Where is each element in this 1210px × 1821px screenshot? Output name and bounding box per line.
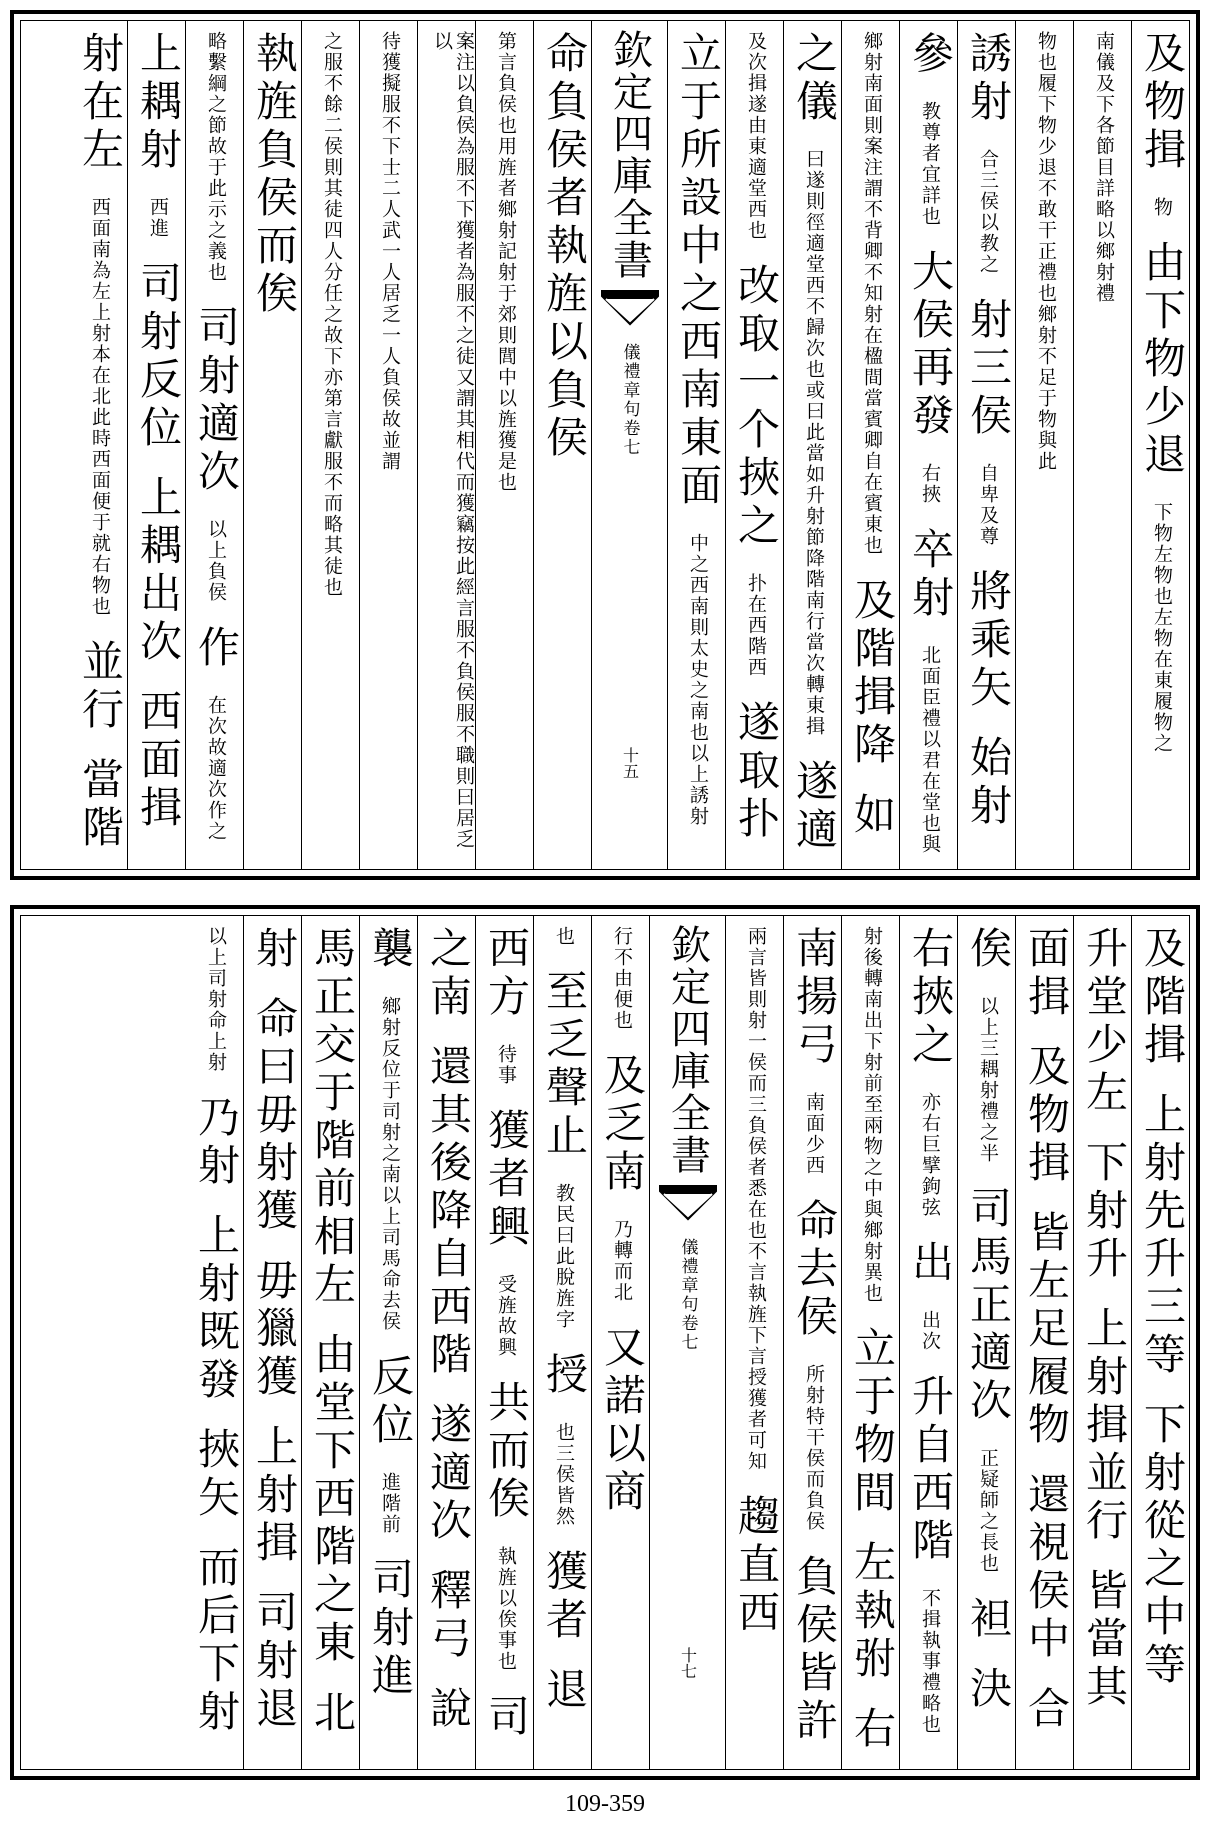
commentary-text: 以上司射命上射 bbox=[205, 926, 227, 1073]
text-column bbox=[533, 21, 591, 869]
text-column bbox=[417, 21, 475, 869]
main-text: 命曰毋射獲 bbox=[250, 996, 299, 1236]
volume-label: 卷七 bbox=[619, 419, 640, 457]
commentary-text: 及次揖遂由東適堂西也 bbox=[745, 31, 767, 241]
text-column bbox=[1131, 916, 1189, 1769]
main-text: 西方 bbox=[482, 926, 531, 1022]
main-text: 上射既發 bbox=[192, 1213, 241, 1405]
folio-number: 十七 bbox=[678, 1647, 698, 1679]
main-text: 立于所設中之西南東面 bbox=[674, 31, 723, 511]
main-text: 決 bbox=[964, 1666, 1013, 1714]
commentary-text: 鄉射反位于司射之南以上司馬命去侯 bbox=[379, 996, 401, 1332]
main-text: 參 bbox=[906, 31, 955, 79]
main-text: 如 bbox=[848, 792, 897, 840]
main-text: 右 bbox=[848, 1706, 897, 1754]
main-text: 上射先升三等 bbox=[1138, 1092, 1187, 1380]
library-title: 欽定四庫全書 bbox=[664, 924, 711, 1176]
text-column bbox=[1015, 916, 1073, 1769]
folio-number: 十五 bbox=[620, 747, 640, 779]
main-text: 及階揖 bbox=[1138, 926, 1187, 1070]
main-text: 及物揖 bbox=[1022, 1044, 1071, 1188]
main-text: 遂適次 bbox=[424, 1402, 473, 1546]
text-column bbox=[725, 21, 783, 869]
main-text: 始射 bbox=[964, 735, 1013, 831]
chapter-heading bbox=[603, 343, 657, 457]
commentary-text: 右挾 bbox=[919, 463, 941, 505]
commentary-text: 中之西南則太史之南也以上誘射 bbox=[687, 533, 709, 827]
main-text: 授 bbox=[540, 1352, 589, 1400]
chapter-title: 儀禮章句 bbox=[619, 343, 640, 419]
commentary-text: 受旌故興 bbox=[495, 1274, 517, 1358]
main-text: 改取一个挾之 bbox=[732, 263, 781, 551]
chapter-heading bbox=[661, 1238, 715, 1352]
commentary-text: 自卑及尊 bbox=[977, 463, 999, 547]
text-column bbox=[783, 916, 841, 1769]
commentary-text: 待事 bbox=[495, 1044, 517, 1086]
main-text: 負侯皆許 bbox=[790, 1554, 839, 1746]
main-text: 立于物間 bbox=[848, 1326, 897, 1518]
commentary-text: 出次 bbox=[919, 1310, 941, 1352]
text-column bbox=[359, 21, 417, 869]
main-text: 射在左 bbox=[76, 31, 125, 175]
main-text: 將乘矢 bbox=[964, 569, 1013, 713]
commentary-text: 進階前 bbox=[379, 1472, 401, 1535]
commentary-text: 案注以負侯為服不下獲者為服不之徒又謂其相代而獲竊按此經言服不負侯服不職則曰居乏以 bbox=[431, 31, 475, 850]
commentary-text: 以上三耦射禮之半 bbox=[977, 996, 999, 1164]
text-column bbox=[243, 916, 301, 1769]
main-text: 升自西階 bbox=[906, 1374, 955, 1566]
main-text: 面揖 bbox=[1022, 926, 1071, 1022]
commentary-text: 曰遂則徑適堂西不歸次也或曰此當如升射節降階南行當次轉東揖 bbox=[803, 149, 825, 737]
main-text: 左執弣 bbox=[848, 1540, 897, 1684]
main-text: 下射從之中等 bbox=[1138, 1402, 1187, 1690]
commentary-text: 略繫綱之節故于此示之義也 bbox=[205, 31, 227, 283]
main-text: 執旌負侯而俟 bbox=[250, 31, 299, 319]
commentary-text: 亦右巨擘鉤弦 bbox=[919, 1092, 941, 1218]
text-column bbox=[243, 21, 301, 869]
main-text: 當階 bbox=[76, 757, 125, 853]
main-text: 射 bbox=[250, 926, 299, 974]
main-text: 西面揖 bbox=[134, 689, 183, 833]
main-text: 並行 bbox=[76, 639, 125, 735]
commentary-text: 射後轉南出下射前至兩物之中與鄉射異也 bbox=[861, 926, 883, 1304]
text-column bbox=[957, 916, 1015, 1769]
bottom-page bbox=[10, 905, 1200, 1780]
text-column bbox=[1073, 21, 1131, 869]
bottom-page-columns bbox=[21, 916, 1189, 1769]
commentary-text: 物 bbox=[1151, 197, 1173, 218]
main-text: 遂取扑 bbox=[732, 700, 781, 844]
main-text: 襲 bbox=[366, 926, 415, 974]
text-column bbox=[957, 21, 1015, 869]
commentary-text: 以上負侯 bbox=[205, 519, 227, 603]
main-text: 至乏聲止 bbox=[540, 969, 589, 1161]
text-column bbox=[417, 916, 475, 1769]
commentary-text: 北面臣禮以君在堂也與 bbox=[919, 645, 941, 855]
text-column bbox=[841, 21, 899, 869]
fish-tail-ornament-icon bbox=[658, 1184, 718, 1224]
main-text: 命去侯 bbox=[790, 1198, 839, 1342]
main-text: 共而俟 bbox=[482, 1380, 531, 1524]
text-column bbox=[69, 21, 127, 869]
main-text: 出 bbox=[906, 1240, 955, 1288]
commentary-text: 扑在西階西 bbox=[745, 573, 767, 678]
fish-tail-ornament-icon bbox=[600, 289, 660, 329]
commentary-text: 西進 bbox=[147, 197, 169, 239]
library-title: 欽定四庫全書 bbox=[606, 29, 653, 281]
commentary-text: 西面南為左上射本在北此時西面便于就右物也 bbox=[89, 197, 111, 617]
main-text: 司 bbox=[482, 1694, 531, 1742]
main-text: 及物揖 bbox=[1138, 31, 1187, 175]
main-text: 獲者 bbox=[540, 1549, 589, 1645]
commentary-text: 兩言皆則射一侯而三負侯者悉在也不言執旌下言授獲者可知 bbox=[745, 926, 767, 1472]
page-number: 109-359 bbox=[565, 1791, 645, 1817]
text-column bbox=[841, 916, 899, 1769]
commentary-text: 不揖執事禮略也 bbox=[919, 1588, 941, 1735]
commentary-text: 第言負侯也用旌者鄉射記射于郊則閭中以旌獲是也 bbox=[495, 31, 517, 493]
main-text: 遂適 bbox=[790, 759, 839, 855]
main-text: 由下物少退 bbox=[1138, 240, 1187, 480]
main-text: 俟 bbox=[964, 926, 1013, 974]
main-text: 皆左足履物 bbox=[1022, 1210, 1071, 1450]
main-text: 作 bbox=[192, 625, 241, 673]
main-text: 釋弓 bbox=[424, 1568, 473, 1664]
top-page bbox=[10, 10, 1200, 880]
text-column bbox=[185, 916, 243, 1769]
text-column bbox=[899, 916, 957, 1769]
main-text: 命負侯者執旌以負侯 bbox=[540, 31, 589, 463]
main-text: 射三侯 bbox=[964, 297, 1013, 441]
commentary-text: 之服不餘二侯則其徒四人分任之故下亦第言獻服不而略其徒也 bbox=[321, 31, 343, 598]
main-text: 反位 bbox=[366, 1354, 415, 1450]
commentary-text: 物也履下物少退不敢干正禮也鄉射不足于物與此 bbox=[1035, 31, 1057, 472]
main-text: 袒 bbox=[964, 1596, 1013, 1644]
commentary-text: 執旌以俟事也 bbox=[495, 1546, 517, 1672]
commentary-text: 所射特干侯而負侯 bbox=[803, 1364, 825, 1532]
main-text: 退 bbox=[540, 1667, 589, 1715]
main-text: 合 bbox=[1022, 1686, 1071, 1734]
commentary-text: 也三侯皆然 bbox=[553, 1422, 575, 1527]
text-column bbox=[667, 21, 725, 869]
main-text: 馬正交于階前相左 bbox=[308, 926, 357, 1310]
main-text: 由堂下西階之東 bbox=[308, 1332, 357, 1668]
main-text: 乃射 bbox=[192, 1095, 241, 1191]
main-text: 升堂少左 bbox=[1080, 926, 1129, 1118]
main-text: 右挾之 bbox=[906, 926, 955, 1070]
main-text: 下射升 bbox=[1080, 1140, 1129, 1284]
text-column bbox=[475, 21, 533, 869]
text-column bbox=[301, 21, 359, 869]
text-column bbox=[185, 21, 243, 869]
main-text: 司射反位 bbox=[134, 261, 183, 453]
text-column bbox=[359, 916, 417, 1769]
commentary-text: 教民曰此脫旌字 bbox=[553, 1183, 575, 1330]
text-column bbox=[475, 916, 533, 1769]
commentary-text: 合三侯以教之 bbox=[977, 149, 999, 275]
main-text: 之儀 bbox=[790, 31, 839, 127]
center-fold-column bbox=[591, 21, 667, 869]
text-column bbox=[301, 916, 359, 1769]
center-fold-column bbox=[649, 916, 725, 1769]
commentary-text: 待獲擬服不下士二人武一人居乏一人負侯故並謂 bbox=[379, 31, 401, 472]
main-text: 還其後降自西階 bbox=[424, 1044, 473, 1380]
main-text: 上射揖 bbox=[250, 1424, 299, 1568]
volume-label: 卷七 bbox=[677, 1314, 698, 1352]
main-text: 上射 bbox=[1131, 926, 1133, 1022]
commentary-text: 在次故適次作之 bbox=[205, 695, 227, 842]
main-text: 北 bbox=[308, 1690, 357, 1738]
text-column bbox=[783, 21, 841, 869]
text-column bbox=[533, 916, 591, 1769]
top-page-columns bbox=[21, 21, 1189, 869]
text-column bbox=[1073, 916, 1131, 1769]
commentary-text: 也 bbox=[553, 926, 575, 947]
commentary-text: 南面少西 bbox=[803, 1092, 825, 1176]
main-text: 上耦射 bbox=[134, 31, 183, 175]
main-text: 誘射 bbox=[964, 31, 1013, 127]
main-text: 趨直西 bbox=[732, 1494, 781, 1638]
commentary-text: 鄉射南面則案注謂不背卿不知射在楹間當賓卿自在賓東也 bbox=[861, 31, 883, 556]
main-text: 北 bbox=[1073, 996, 1075, 1044]
main-text: 南揚弓 bbox=[790, 926, 839, 1070]
commentary-text: 南儀及下各節目詳略以鄉射禮 bbox=[1093, 31, 1115, 304]
commentary-text: 行不由便也 bbox=[611, 926, 633, 1031]
text-column bbox=[127, 21, 185, 869]
commentary-text: 教尊者宜詳也 bbox=[919, 101, 941, 227]
text-column bbox=[591, 916, 649, 1769]
main-text: 司射適次 bbox=[192, 305, 241, 497]
main-text: 大侯再發 bbox=[906, 249, 955, 441]
main-text: 卒射 bbox=[906, 527, 955, 623]
main-text: 而后下射 bbox=[192, 1545, 241, 1737]
text-column bbox=[1015, 21, 1073, 869]
main-text: 司馬正適次 bbox=[964, 1186, 1013, 1426]
text-column bbox=[1131, 21, 1189, 869]
main-text: 司射進 bbox=[366, 1557, 415, 1701]
main-text: 及乏南 bbox=[598, 1053, 647, 1197]
main-text: 上耦出次 bbox=[134, 475, 183, 667]
main-text: 及階揖降 bbox=[848, 578, 897, 770]
main-text: 又諾以商 bbox=[598, 1325, 647, 1517]
commentary-text: 下物左物也左物在東履物之 bbox=[1151, 502, 1173, 754]
commentary-text: 正疑師之長也 bbox=[977, 1448, 999, 1574]
commentary-text: 乃轉而北 bbox=[611, 1219, 633, 1303]
chapter-title: 儀禮章句 bbox=[677, 1238, 698, 1314]
main-text: 挾矢 bbox=[192, 1427, 241, 1523]
main-text: 毋獵獲 bbox=[250, 1258, 299, 1402]
main-text: 之南 bbox=[424, 926, 473, 1022]
main-text: 皆當其 bbox=[1080, 1568, 1129, 1712]
bottom-page-frame bbox=[20, 915, 1190, 1770]
main-text: 說 bbox=[424, 1686, 473, 1734]
text-column bbox=[899, 21, 957, 869]
main-text: 上射揖並行 bbox=[1080, 1306, 1129, 1546]
text-column bbox=[725, 916, 783, 1769]
main-text: 獲者興 bbox=[482, 1108, 531, 1252]
top-page-frame bbox=[20, 20, 1190, 870]
main-text: 還視侯中 bbox=[1022, 1472, 1071, 1664]
main-text: 司射退 bbox=[250, 1590, 299, 1734]
